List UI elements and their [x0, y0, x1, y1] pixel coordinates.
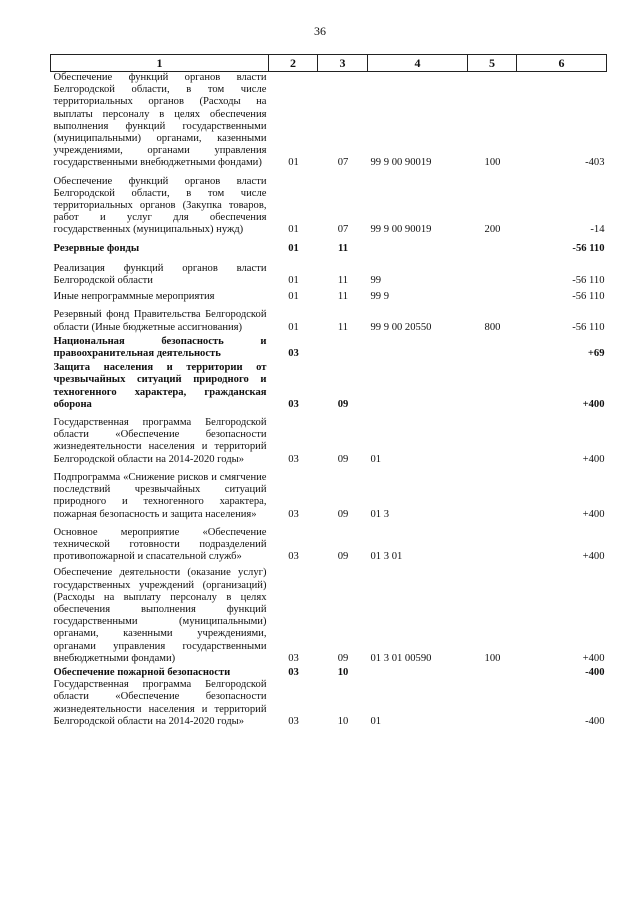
row-expense-type-code: 100 — [484, 652, 501, 664]
row-subsection-code: 11 — [337, 321, 349, 333]
header-col-2: 2 — [269, 55, 318, 72]
table-row — [51, 521, 607, 564]
header-col-4: 4 — [368, 55, 468, 72]
row-expense-type-code: 200 — [484, 224, 501, 236]
row-name: Реализация функций органов власти Белгородской области — [53, 262, 267, 287]
row-section-code: 03 — [288, 348, 299, 360]
header-col-3: 3 — [318, 55, 368, 72]
row-section-code: 03 — [288, 398, 299, 410]
row-name: Государственная программа Белгородской области «Обеспечение безопасности жизнедеятельности населения и территорий Белгородской области на 2014-2020 годы» — [53, 679, 267, 727]
row-target-article-code: 99 9 00 90019 — [370, 224, 432, 236]
row-target-article-code: 01 3 01 00590 — [370, 652, 432, 664]
table-row — [51, 255, 607, 287]
row-target-article-code — [368, 360, 468, 411]
row-name: Резервный фонд Правительства Белгородской области (Иные бюджетные ассигнования) — [53, 309, 267, 333]
row-target-article-code: 99 9 00 20550 — [370, 321, 432, 333]
table-row — [51, 466, 607, 521]
row-target-article-code: 99 — [370, 275, 382, 287]
table-row — [51, 665, 607, 679]
row-expense-type-code — [468, 237, 517, 255]
row-subsection-code: 07 — [337, 157, 349, 169]
row-target-article-code: 99 9 — [370, 291, 390, 303]
table-row — [51, 334, 607, 360]
table-row — [51, 170, 607, 237]
table-row — [51, 411, 607, 466]
row-amount: +400 — [582, 551, 605, 563]
table-row — [51, 360, 607, 411]
row-expense-type-code — [468, 287, 517, 303]
row-section-code: 01 — [288, 157, 299, 169]
row-amount: -56 110 — [572, 242, 605, 254]
row-name: Государственная программа Белгородской области «Обеспечение безопасности жизнедеятельности населения и территорий Белгородской области на 2014-2020 годы» — [53, 417, 267, 465]
row-target-article-code: 01 — [370, 715, 382, 727]
row-expense-type-code: 100 — [484, 157, 501, 169]
row-subsection-code: 11 — [337, 242, 348, 254]
row-name: Обеспечение функций органов власти Белгородской области, в том числе территориальных органов (Расходы на выплаты персоналу в целях обеспечения выполнения функций государственными (муниципальными) органами, казенными учреждениями, органами управления государственными внебюджетными фондами) — [53, 72, 267, 169]
row-amount: -403 — [585, 157, 605, 169]
row-subsection-code: 10 — [337, 666, 349, 678]
row-amount: -400 — [585, 715, 605, 727]
row-section-code: 03 — [288, 652, 299, 664]
row-section-code: 01 — [288, 321, 299, 333]
row-subsection-code: 09 — [337, 551, 349, 563]
row-name: Иные непрограммные мероприятия — [53, 291, 215, 303]
row-target-article-code: 01 3 01 — [370, 551, 403, 563]
row-expense-type-code — [468, 255, 517, 287]
table-row — [51, 237, 607, 255]
row-amount: -56 110 — [572, 275, 605, 287]
budget-table — [50, 54, 607, 728]
row-name: Защита населения и территории от чрезвычайных ситуаций природного и техногенного характера, гражданская оборона — [53, 362, 267, 410]
header-col-1: 1 — [51, 55, 269, 72]
row-amount: +400 — [582, 453, 605, 465]
row-section-code: 03 — [288, 508, 299, 520]
header-col-5: 5 — [468, 55, 517, 72]
row-expense-type-code — [468, 665, 517, 679]
row-subsection-code: 09 — [337, 453, 349, 465]
table-row — [51, 287, 607, 303]
row-amount: -56 110 — [572, 321, 605, 333]
table-row — [51, 679, 607, 728]
row-amount: +400 — [582, 508, 605, 520]
row-subsection-code: 11 — [337, 275, 349, 287]
row-expense-type-code — [468, 334, 517, 360]
row-subsection-code: 09 — [337, 398, 349, 410]
row-section-code: 03 — [288, 551, 299, 563]
page-number: 36 — [314, 24, 326, 38]
header-col-6: 6 — [517, 55, 607, 72]
row-amount: +400 — [582, 652, 605, 664]
row-amount: +400 — [582, 398, 605, 410]
row-subsection-code: 09 — [337, 652, 349, 664]
row-target-article-code — [368, 665, 468, 679]
row-amount: -56 110 — [572, 291, 605, 303]
row-target-article-code: 99 9 00 90019 — [370, 157, 432, 169]
row-expense-type-code — [468, 521, 517, 564]
row-amount: -14 — [590, 224, 605, 236]
row-name: Резервные фонды — [53, 242, 140, 254]
row-target-article-code — [368, 237, 468, 255]
table-row — [51, 563, 607, 665]
header-row — [51, 55, 607, 72]
row-subsection-code: 10 — [337, 715, 349, 727]
table-row — [51, 303, 607, 333]
row-section-code: 01 — [288, 224, 299, 236]
row-target-article-code: 01 3 — [370, 508, 390, 520]
row-subsection-code — [318, 334, 368, 360]
row-name: Обеспечение деятельности (оказание услуг) государственных учреждений (организаций) (Расходы на выплату персоналу в целях обеспечения выполнения функций государственными (муниципальными) органами, казенными учреждениями, органами управления государственными внебюджетными фондами) — [53, 567, 267, 664]
row-target-article-code — [368, 334, 468, 360]
row-subsection-code: 11 — [337, 291, 349, 303]
row-name: Национальная безопасность и правоохранительная деятельность — [53, 335, 267, 360]
row-amount: +69 — [587, 348, 605, 360]
table-body — [51, 72, 607, 728]
row-subsection-code: 07 — [337, 224, 349, 236]
row-name: Подпрограмма «Снижение рисков и смягчение последствий чрезвычайных ситуаций природного и техногенного характера, пожарная безопасность и защита населения» — [53, 471, 267, 520]
row-expense-type-code: 800 — [484, 321, 501, 333]
row-subsection-code: 09 — [337, 508, 349, 520]
row-name: Основное мероприятие «Обеспечение технической готовности подразделений противопожарной и спасательной служб» — [53, 526, 267, 563]
row-amount: -400 — [585, 666, 605, 678]
row-section-code: 03 — [288, 715, 299, 727]
row-target-article-code: 01 — [370, 453, 382, 465]
table-row — [51, 72, 607, 170]
row-section-code: 01 — [288, 291, 299, 303]
row-section-code: 03 — [288, 453, 299, 465]
row-section-code: 01 — [288, 275, 299, 287]
row-expense-type-code — [468, 466, 517, 521]
row-expense-type-code — [468, 360, 517, 411]
row-name: Обеспечение функций органов власти Белгородской области, в том числе территориальных органов (Закупка товаров, работ и услуг для обеспечения государственных (муниципальных) нужд) — [53, 175, 267, 236]
row-section-code: 03 — [288, 666, 299, 678]
row-section-code: 01 — [288, 242, 299, 254]
row-name: Обеспечение пожарной безопасности — [53, 666, 231, 678]
row-expense-type-code — [468, 411, 517, 466]
row-expense-type-code — [468, 679, 517, 728]
